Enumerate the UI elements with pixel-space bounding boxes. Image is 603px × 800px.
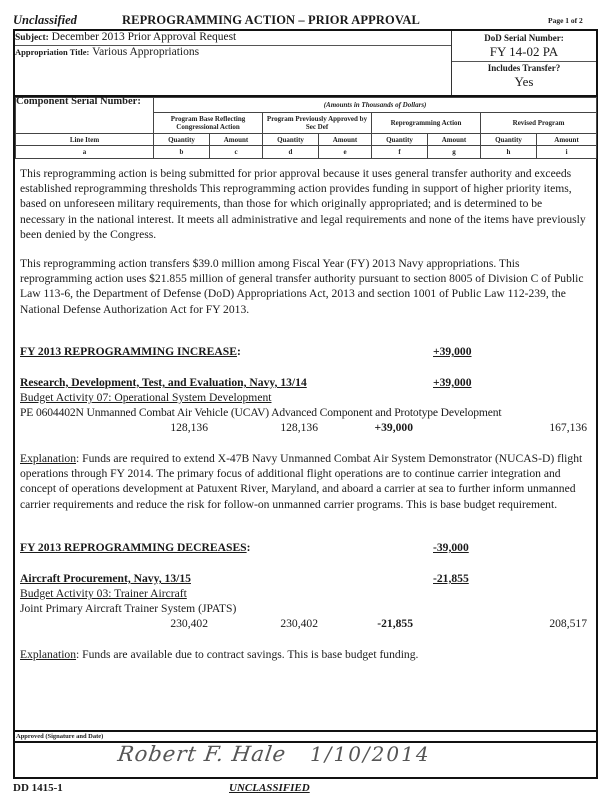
subcolumn-header: Amount xyxy=(537,134,597,146)
revised-program-amount: 208,517 xyxy=(549,617,587,630)
decrease-total: -39,000 xyxy=(433,541,469,554)
increase-appropriation-total: +39,000 xyxy=(433,376,472,389)
column-letter: b xyxy=(154,146,210,159)
decrease-heading-row xyxy=(20,541,590,554)
increase-explanation xyxy=(20,451,590,512)
appropriation-value: Various Appropriations xyxy=(92,46,200,58)
subcolumn-header: Amount xyxy=(319,134,372,146)
subcolumn-header: Quantity xyxy=(481,134,537,146)
signature-date: 1/10/2014 xyxy=(310,742,431,766)
explanation-text: : Funds are available due to contract savings. This is base budget funding. xyxy=(76,648,419,661)
decrease-appropriation-total: -21,855 xyxy=(433,572,469,585)
increase-appropriation-row xyxy=(20,376,590,389)
signature: Robert F. Hale xyxy=(116,742,288,766)
page-number: Page 1 of 2 xyxy=(548,16,583,25)
transfer-paragraph: This reprogramming action transfers $39.0 million among Fiscal Year (FY) 2013 Navy appropriations. This reprogramming action uses $21.855 million of general transfer authority pursuant to section 8005 of Division C of Public Law 113-6, the Department of Defense (DoD) Appropriations Act, 2013 and section 1001 of Public Law 112-239, the National Defense Authorization Act for FY 2013. xyxy=(20,257,584,316)
increase-heading: FY 2013 REPROGRAMMING INCREASE xyxy=(20,345,237,358)
dod-serial-label: DoD Serial Number: xyxy=(484,33,564,43)
increase-appropriation: Research, Development, Test, and Evaluation, Navy, 13/14 xyxy=(20,376,307,389)
increase-total: +39,000 xyxy=(433,345,472,358)
column-letter: i xyxy=(537,146,597,159)
program-base-amount: 230,402 xyxy=(170,617,208,630)
explanation-label: Explanation xyxy=(20,648,77,661)
column-letter: h xyxy=(481,146,537,159)
decrease-heading: FY 2013 REPROGRAMMING DECREASES xyxy=(20,541,247,554)
column-letter: e xyxy=(319,146,372,159)
signature-box xyxy=(13,743,598,779)
reprogramming-amount: +39,000 xyxy=(374,421,413,434)
previously-approved-amount: 230,402 xyxy=(280,617,318,630)
subject-row xyxy=(15,31,451,46)
previously-approved-amount: 128,136 xyxy=(280,421,318,434)
divider xyxy=(13,730,598,732)
decrease-appropriation: Aircraft Procurement, Navy, 13/15 xyxy=(20,572,191,585)
document-title: REPROGRAMMING ACTION – PRIOR APPROVAL xyxy=(122,13,420,27)
decrease-budget-activity: Budget Activity 03: Trainer Aircraft xyxy=(20,587,187,600)
column-letter: g xyxy=(428,146,481,159)
column-letter: d xyxy=(263,146,319,159)
amounts-header-table xyxy=(15,97,597,159)
classification-label: Unclassified xyxy=(13,13,77,27)
column-letter: a xyxy=(16,146,154,159)
form-number: DD 1415-1 xyxy=(13,782,63,794)
amounts-note: (Amounts in Thousands of Dollars) xyxy=(154,98,597,113)
decrease-values-row xyxy=(20,617,590,632)
component-serial-label: Component Serial Number: xyxy=(16,98,154,134)
increase-heading-colon: : xyxy=(236,345,241,358)
column-letter: c xyxy=(210,146,263,159)
subcolumn-header: Quantity xyxy=(154,134,210,146)
decrease-appropriation-row xyxy=(20,572,590,585)
appropriation-row xyxy=(15,46,199,58)
includes-transfer-value: Yes xyxy=(514,74,534,89)
increase-budget-activity: Budget Activity 07: Operational System Development xyxy=(20,391,272,404)
line-item-header: Line Item xyxy=(16,134,154,146)
program-base-amount: 128,136 xyxy=(170,421,208,434)
increase-heading-row xyxy=(20,345,590,358)
reprogramming-amount: -21,855 xyxy=(377,617,413,630)
decrease-heading-colon: : xyxy=(246,541,251,554)
subcolumn-header: Amount xyxy=(428,134,481,146)
subcolumn-header: Quantity xyxy=(263,134,319,146)
decrease-line-item: Joint Primary Aircraft Trainer System (JPATS) xyxy=(20,602,237,615)
includes-transfer-label: Includes Transfer? xyxy=(487,63,561,73)
column-letter: f xyxy=(372,146,428,159)
subcolumn-header: Quantity xyxy=(372,134,428,146)
explanation-text: : Funds are required to extend X-47B Navy Unmanned Combat Air System Demonstrator (NUCAS-D) flight operations through FY 2014. The primary focus of additional flight operations are to continue carrier integration and concept of operations development at Patuxent River, Maryland, and aboard a carrier at sea to further inform unmanned carrier requirements and reduce the risk for follow-on unmanned carrier programs. This is base budget requirement. xyxy=(20,452,583,511)
increase-line-item: PE 0604402N Unmanned Combat Air Vehicle (UCAV) Advanced Component and Prototype Development xyxy=(20,406,502,419)
group-header: Program Previously Approved by Sec Def xyxy=(263,113,372,134)
appropriation-label: Appropriation Title: xyxy=(15,47,90,57)
divider xyxy=(452,61,596,62)
revised-program-amount: 167,136 xyxy=(549,421,587,434)
group-header: Reprogramming Action xyxy=(372,113,481,134)
approval-label: Approved (Signature and Date) xyxy=(16,733,104,740)
dod-serial-value: FY 14-02 PA xyxy=(489,44,559,59)
justification-paragraph: This reprogramming action is being submitted for prior approval because it uses general transfer authority and exceeds established reprogramming thresholds This reprogramming action provides funding in support of higher priority items, based on unforeseen military requirements, than those for which originally appropriated; and is determined to be necessary in the national interest. It meets all administrative and legal requirements and none of the items have previously been denied by the Congress. xyxy=(20,167,586,241)
decrease-explanation xyxy=(20,647,590,662)
subject-value: December 2013 Prior Approval Request xyxy=(51,31,237,43)
subject-label: Subject: xyxy=(15,33,49,43)
increase-values-row xyxy=(20,421,590,436)
group-header: Program Base Reflecting Congressional Action xyxy=(154,113,263,134)
explanation-label: Explanation xyxy=(20,452,77,465)
subcolumn-header: Amount xyxy=(210,134,263,146)
group-header: Revised Program xyxy=(481,113,597,134)
footer-classification: UNCLASSIFIED xyxy=(229,782,310,794)
